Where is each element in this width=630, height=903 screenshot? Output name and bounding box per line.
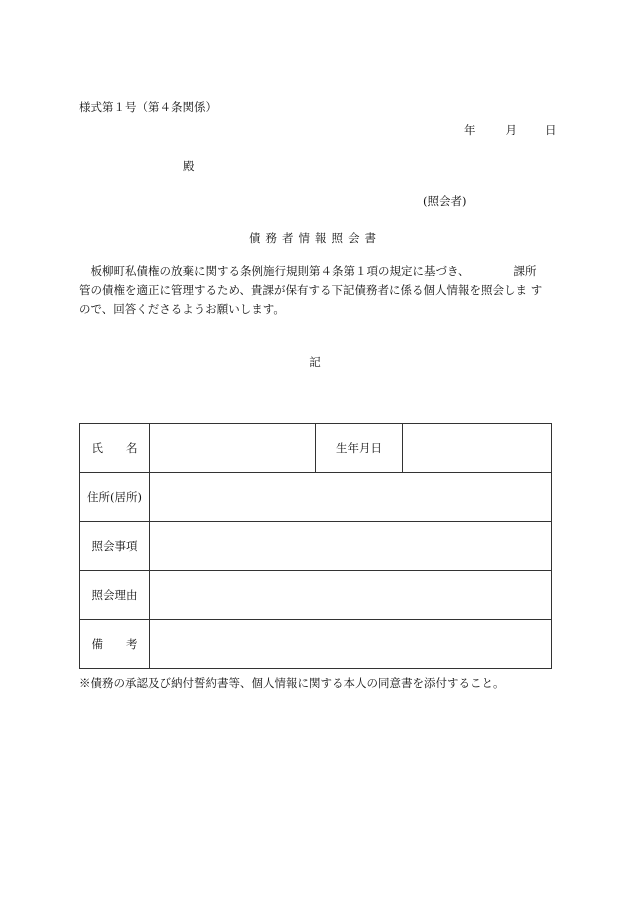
debtor-info-table [79, 423, 552, 669]
table-row-inquiry-items [80, 522, 552, 571]
table-row-remarks [80, 620, 552, 669]
birthdate-label: 生年月日 [316, 424, 403, 473]
table-row-name [80, 424, 552, 473]
table-row-address [80, 473, 552, 522]
form-number: 様式第１号（第４条関係） [79, 100, 217, 114]
ki-heading: 記 [309, 355, 321, 369]
body-line-3: ので、回答くださるようお願いします。 [79, 302, 285, 316]
date-line [464, 122, 557, 138]
remarks-label: 備 考 [80, 620, 150, 669]
address-value-cell[interactable] [150, 473, 552, 522]
remarks-value-cell[interactable] [150, 620, 552, 669]
body-line-1 [79, 262, 551, 281]
body-line-1-a: 板柳町私債権の放棄に関する条例施行規則第４条第１項の規定に基づき、 [90, 264, 470, 278]
address-label: 住所(居所) [80, 473, 150, 522]
inquiry-reason-value-cell[interactable] [150, 571, 552, 620]
table-row-inquiry-reason [80, 571, 552, 620]
name-label: 氏 名 [80, 424, 150, 473]
inquiry-reason-label: 照会理由 [80, 571, 150, 620]
name-value-cell[interactable] [150, 424, 316, 473]
inquiry-items-label: 照会事項 [80, 522, 150, 571]
inquirer-label: (照会者) [423, 194, 467, 208]
footnote: ※債務の承認及び納付誓約書等、個人情報に関する本人の同意書を添付すること。 [79, 676, 505, 690]
inquiry-items-value-cell[interactable] [150, 522, 552, 571]
body-line-2: 管の債権を適正に管理するため、貴課が保有する下記債務者に係る個人情報を照会しま す [79, 283, 543, 297]
date-month: 月 [505, 123, 517, 137]
body-line-1-b: 課所 [513, 264, 537, 278]
addressee-suffix: 殿 [183, 159, 195, 173]
body-paragraph [79, 262, 551, 319]
date-year: 年 [464, 123, 476, 137]
birthdate-value-cell[interactable] [403, 424, 552, 473]
date-day: 日 [545, 123, 557, 137]
document-title: 債務者情報照会書 [249, 231, 381, 245]
